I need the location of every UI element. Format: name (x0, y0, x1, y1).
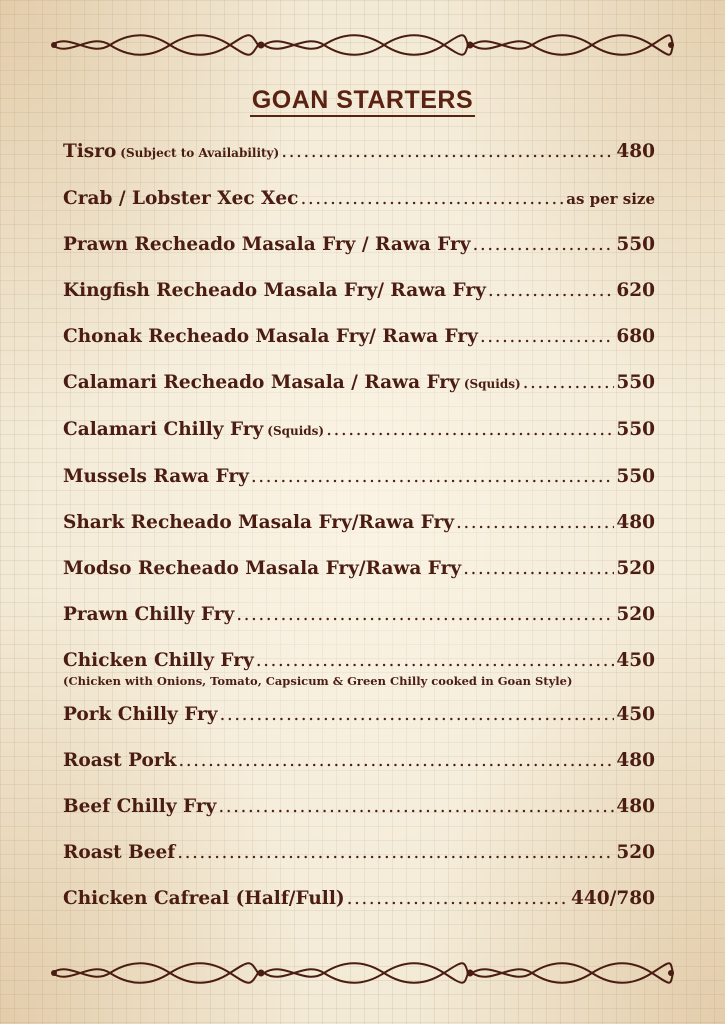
dot-leader (281, 137, 614, 167)
dot-leader (256, 646, 615, 676)
dot-leader (488, 276, 615, 306)
item-name: Chonak Recheado Masala Fry/ Rawa Fry (63, 326, 478, 347)
item-price: 480 (616, 750, 655, 771)
item-price: 550 (616, 234, 655, 255)
dot-leader (236, 600, 614, 630)
menu-item (63, 368, 655, 399)
item-name: Crab / Lobster Xec Xec (63, 188, 299, 209)
menu-item (63, 600, 655, 630)
item-name: Modso Recheado Masala Fry/Rawa Fry (63, 558, 462, 579)
menu-item (63, 508, 655, 538)
item-price: 520 (616, 604, 655, 625)
dot-leader (300, 184, 564, 214)
item-name: Roast Beef (63, 842, 176, 863)
dot-leader (480, 322, 615, 352)
item-name: Beef Chilly Fry (63, 796, 217, 817)
dot-leader (473, 230, 615, 260)
menu-item (63, 415, 655, 446)
dot-leader (326, 415, 614, 445)
item-price: 620 (616, 280, 655, 301)
item-name: Calamari Chilly Fry (63, 419, 264, 440)
item-name: Mussels Rawa Fry (63, 466, 249, 487)
item-note: (Squids) (463, 377, 521, 391)
item-price: 450 (616, 650, 655, 671)
item-note: (Subject to Availability) (120, 146, 280, 160)
menu-item (63, 184, 655, 214)
dot-leader (463, 554, 614, 584)
dot-leader (251, 462, 615, 492)
item-name: Shark Recheado Masala Fry/Rawa Fry (63, 512, 454, 533)
dot-leader (177, 838, 614, 868)
item-description: (Chicken with Onions, Tomato, Capsicum & Green Chilly cooked in Goan Style) (63, 674, 573, 688)
menu-item (63, 276, 655, 306)
menu-item (63, 230, 655, 260)
item-name: Tisro (63, 141, 117, 162)
item-price: as per size (566, 190, 655, 208)
menu-item (63, 746, 655, 776)
item-name: Chicken Cafreal (Half/Full) (63, 888, 345, 909)
item-price: 520 (616, 842, 655, 863)
dot-leader (178, 746, 614, 776)
item-name: Pork Chilly Fry (63, 704, 218, 725)
item-price: 450 (616, 704, 655, 725)
dot-leader (220, 700, 615, 730)
dot-leader (218, 792, 614, 822)
item-price: 480 (616, 512, 655, 533)
dot-leader (523, 368, 615, 398)
dot-leader (347, 884, 569, 914)
item-name: Kingfish Recheado Masala Fry/ Rawa Fry (63, 280, 486, 301)
item-price: 550 (616, 372, 655, 393)
menu-item (63, 700, 655, 730)
item-price: 480 (616, 796, 655, 817)
dot-leader (456, 508, 614, 538)
item-price: 480 (616, 141, 655, 162)
item-name: Calamari Recheado Masala / Rawa Fry (63, 372, 460, 393)
menu-item (63, 792, 655, 822)
menu-item (63, 137, 655, 168)
item-name: Roast Pork (63, 750, 177, 771)
item-note: (Squids) (267, 424, 325, 438)
item-price: 520 (616, 558, 655, 579)
menu-item (63, 884, 655, 914)
item-name: Prawn Recheado Masala Fry / Rawa Fry (63, 234, 471, 255)
item-price: 440/780 (571, 888, 655, 909)
page-title-text: GOAN STARTERS (250, 86, 475, 117)
item-price: 680 (616, 326, 655, 347)
menu-item (63, 462, 655, 492)
menu-item (63, 322, 655, 352)
page-title (0, 86, 725, 115)
menu-item (63, 838, 655, 868)
menu-item (63, 554, 655, 584)
top-flourish-ornament (50, 34, 675, 56)
item-name: Prawn Chilly Fry (63, 604, 235, 625)
menu-item (63, 646, 655, 688)
menu-list (63, 137, 655, 914)
item-name: Chicken Chilly Fry (63, 650, 254, 671)
bottom-flourish-ornament (50, 962, 675, 984)
item-price: 550 (616, 466, 655, 487)
item-price: 550 (616, 419, 655, 440)
